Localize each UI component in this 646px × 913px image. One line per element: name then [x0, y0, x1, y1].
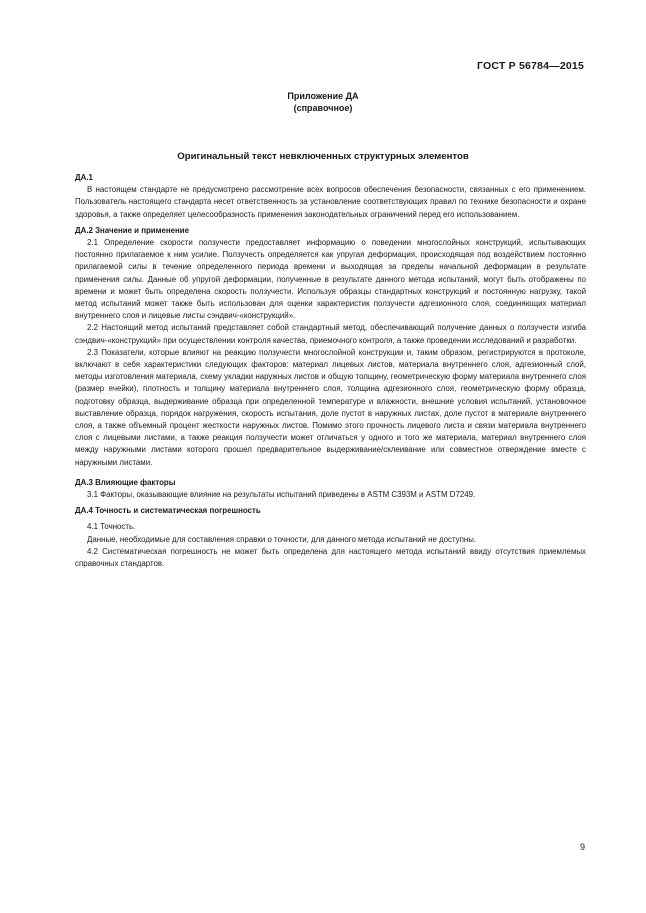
- page-number: 9: [579, 842, 585, 852]
- appendix-title: Приложение ДА: [287, 91, 359, 101]
- section-da2-paragraph-1: 2.1 Определение скорости ползучести предоставляет информацию о поведении многослойных конструкций, испытывающих постоянно прилагаемое к ним усилие. Ползучесть определяется как упругая деформация, происходящая под воздействием постоянно прилагаемой силы в течение определенного периода времени и выходящая за пределы начальной деформации в результате применения силы. Данные об упругой деформации, полученные в результате данного метода испытаний, могут быть отображены по времени и может быть определена скорость ползучести. Используя образцы стандартных конструкций и постоянную нагрузку, такой метод испытаний может также быть использован для оценки характеристик ползучести адгезионного слоя, соединяющих материал внутреннего слоя и лицевые листы сэндвич-«конструкций».: [75, 238, 586, 321]
- appendix-heading: [0, 90, 646, 114]
- section-da4-heading: ДА.4 Точность и систематическая погрешность: [75, 506, 261, 516]
- section-da4-paragraph-3: 4.2 Систематическая погрешность не может быть определена для настоящего метода испытаний ввиду отсутствия приемлемых справочных стандартов.: [75, 546, 586, 569]
- section-da4-paragraph-1: 4.1 Точность.: [87, 522, 136, 532]
- section-da2-paragraph-3: 2.3 Показатели, которые влияют на реакцию ползучести многослойной конструкции и, таким образом, регистрируются в протоколе, включают в себя характеристики следующих факторов: материал лицевых листов, материала внутреннего слоя, адгезионный слой, методы изготовления материала, схему укладки наружных листов и общую толщину, геометрическую форму материала внутреннего слоя (размер ячейки), плотность и толщину материала внутреннего слоя, толщина адгезионного слоя, геометрическую форму образца, подготовку образца, выдерживание образца при определенной температуре и влажности, внешние условия испытаний, установочное выставление образца, порядок нагружения, скорость испытания, доле пустот в наружных листах, доле пустот в материале внутреннего слоя, а также объемный процент жесткости наружных листов. Помимо этого прочность лицевого листа и связи материала внутреннего слоя с лицевыми листами, а также реакция ползучести может отличаться у одного и того же материала, материал внутреннего слоя между наружными листами которого прошел предварительное выдерживание/склеивание или совместное отверждение вместе с наружными листами.: [75, 347, 586, 467]
- section-da4-paragraph-2: Данные, необходимые для составления справки о точности, для данного метода испытаний не доступны.: [87, 534, 477, 544]
- appendix-subtitle: (справочное): [293, 103, 353, 113]
- section-da3-paragraph: 3.1 Факторы, оказывающие влияние на результаты испытаний приведены в ASTM C393M и ASTM D7249.: [87, 490, 476, 500]
- section-da2-heading: ДА.2 Значение и применение: [75, 225, 190, 235]
- section-da3-heading: ДА.3 Влияющие факторы: [75, 477, 176, 487]
- document-body: [75, 172, 586, 570]
- section-da2-paragraph-2: 2.2 Настоящий метод испытаний представляет собой стандартный метод, обеспечивающий получение данных о ползучести изгиба сэндвич-«конструкций» при осуществлении контроля качества, приемочного контроля, а также проведении исследований и разработки.: [75, 323, 586, 345]
- main-title: Оригинальный текст невключенных структурных элементов: [177, 151, 469, 162]
- section-da1-paragraph: В настоящем стандарте не предусмотрено рассмотрение всех вопросов обеспечения безопасности, связанных с его применением. Пользователь настоящего стандарта несет ответственность за установление соответствующих правил по технике безопасности и охране здоровья, а также определяет целесообразность применения законодательных ограничений перед его использованием.: [75, 185, 586, 219]
- section-da1-heading: ДА.1: [75, 173, 93, 182]
- document-code: ГОСТ Р 56784—2015: [476, 60, 584, 72]
